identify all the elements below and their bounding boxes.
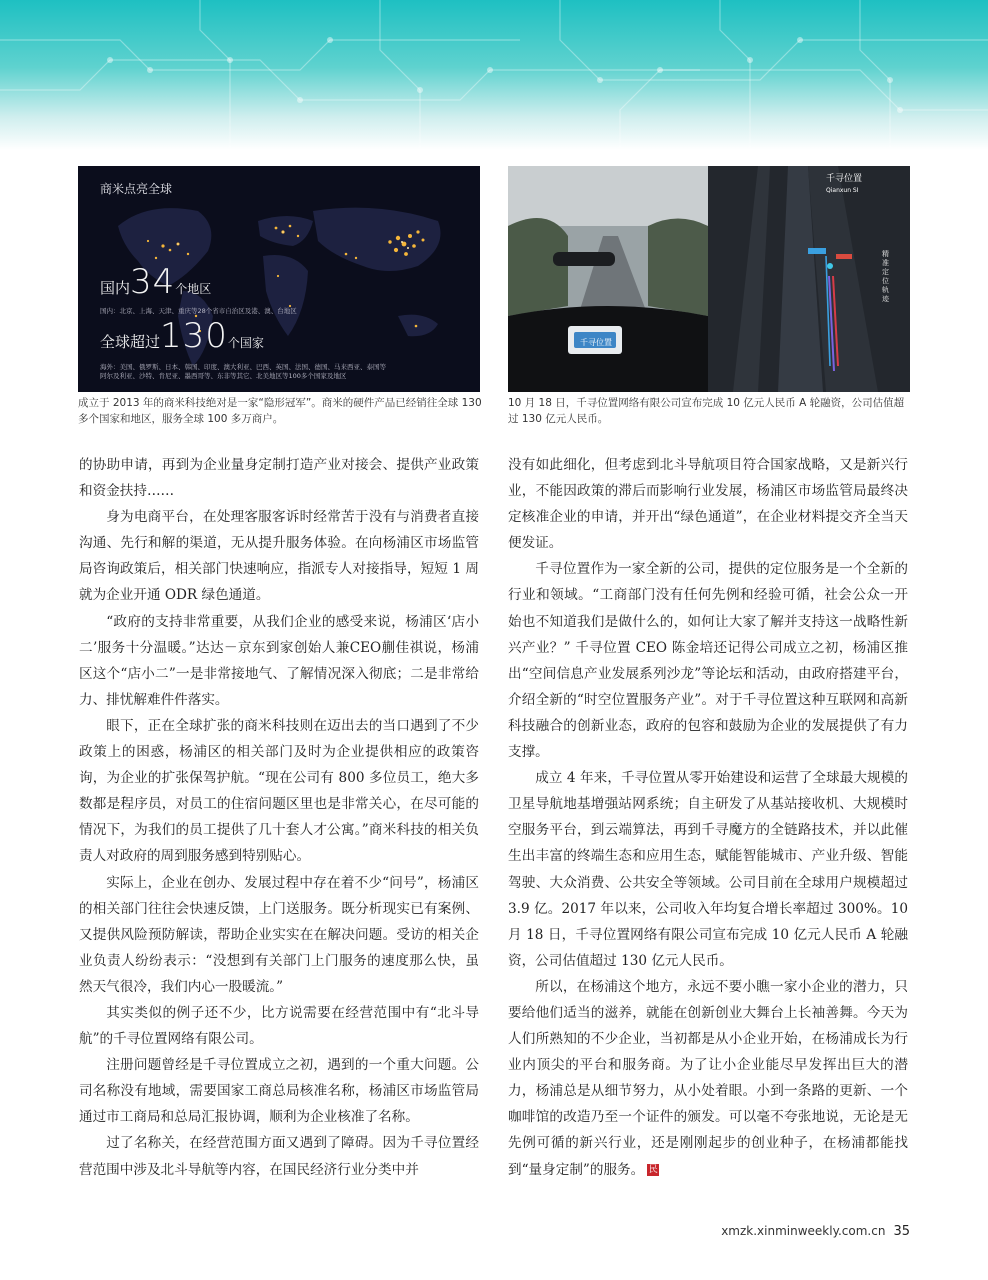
dashboard-plate: 千寻位置 (580, 338, 612, 347)
paragraph: 没有如此细化，但考虑到北斗导航项目符合国家战略，又是新兴行业，不能因政策的滞后而影响行业发展，杨浦区市场监管局最终决定核准企业的申请，并开出“绿色通道”，在企业材料提交齐全当天便发证。 (508, 457, 908, 552)
domestic-stat-prefix: 国内 (100, 279, 131, 297)
paragraph: 身为电商平台，在处理客服客诉时经常苦于没有与消费者直接沟通、先行和解的渠道，无从提升服务体验。在向杨浦区市场监管局咨询政策后，相关部门快速响应，指派专人对接指导，短短 1 周就为企业开通 ODR 绿色通道。 (79, 509, 479, 604)
domestic-stat-number: 34 (130, 262, 176, 302)
paragraph-final (508, 974, 908, 1183)
paragraph: 成立 4 年来，千寻位置从零开始建设和运营了全球最大规模的卫星导航地基增强站网系统；自主研发了从基站接收机、大规模时空服务平台，到云端算法，再到千寻魔方的全链路技术，并以此催生出丰富的终端生态和应用生态，赋能智能城市、产业升级、智能驾驶、大众消费、公共安全等领域。公司目前在全球用户规模超过 3.9 亿。2017 年以来，公司收入年均复合增长率超过 300%。10 月 18 日，千寻位置网络有限公司宣布完成 10 亿元人民币 A 轮融资，公司估值超过 130 亿元人民币。 (508, 770, 908, 969)
paragraph: 的协助申请，再到为企业量身定制打造产业对接会、提供产业政策和资金扶持…… (79, 457, 479, 500)
article-column-left (79, 452, 479, 1183)
header-banner (0, 0, 988, 150)
global-stat-suffix: 个国家 (227, 336, 264, 350)
car-navigation-photo (508, 166, 910, 392)
paragraph: 眼下，正在全球扩张的商米科技则在迈出去的当口遇到了不少政策上的困惑，杨浦区的相关部门及时为企业提供相应的政策咨询，为企业的扩张保驾护航。“现在公司有 800 多位员工，绝大多数都是程序员，对员工的住宿问题区里也是非常关心，在尽可能的情况下，为我们的员工提供了几十套人才公寓。”商米科技的相关负责人对政府的周到服务感到特别贴心。 (79, 717, 479, 865)
world-map-photo (78, 166, 480, 392)
logo-subtitle: Qianxun SI (826, 187, 859, 194)
photo-caption-right: 10 月 18 日，千寻位置网络有限公司宣布完成 10 亿元人民币 A 轮融资，公司估值超过 130 亿元人民币。 (508, 397, 905, 425)
logo-name: 千寻位置 (826, 174, 863, 184)
paragraph: 千寻位置作为一家全新的公司，提供的定位服务是一个全新的行业和领域。“工商部门没有任何先例和经验可循，社会公众一开始也不知道我们是做什么的，如何让大家了解并支持这一战略性新兴产业？” 千寻位置 CEO 陈金培还记得公司成立之初，杨浦区推出“空间信息产业发展系列沙龙”等论坛和活动，由政府搭建平台，介绍全新的“时空位置服务产业”。对于千寻位置这种互联网和高新科技融合的创新业态，政府的包容和鼓励为企业的发展提供了有力支撑。 (508, 561, 908, 761)
page-number: 35 (893, 1224, 910, 1239)
global-stat-detail-1: 海外：美国、俄罗斯、日本、韩国、印度、澳大利亚、巴西、英国、法国、德国、马来西亚、泰国等 (100, 363, 386, 371)
page-footer (721, 1224, 910, 1239)
footer-url: xmzk.xinminweekly.com.cn (721, 1224, 886, 1238)
paragraph: 注册问题曾经是千寻位置成立之初，遇到的一个重大问题。公司名称没有地域，需要国家工商总局核准名称，杨浦区市场监管局通过市工商局和总局汇报协调，顺利为企业核准了名称。 (79, 1057, 479, 1126)
domestic-stat-detail: 国内：北京、上海、天津、重庆等28个省市自治区及港、澳、台地区 (100, 307, 297, 315)
paragraph: “政府的支持非常重要，从我们企业的感受来说，杨浦区‘店小二’服务十分温暖。”达达－京东到家创始人兼CEO蒯佳祺说，杨浦区这个“店小二”一是非常接地气、了解情况深入彻底；二是非常给力、排忧解难件件落实。 (79, 613, 479, 708)
domestic-stat-suffix: 个地区 (175, 282, 212, 296)
paragraph: 过了名称关，在经营范围方面又遇到了障碍。因为千寻位置经营范围中涉及北斗导航等内容，在国民经济行业分类中并 (79, 1135, 479, 1178)
final-paragraph-text: 所以，在杨浦这个地方，永远不要小瞧一家小企业的潜力，只要给他们适当的滋养，就能在创新创业大舞台上长袖善舞。今天为人们所熟知的不少企业，当初都是从小企业开始，在杨浦成长为行业内顶尖的平台和服务商。为了让小企业能尽早发挥出巨大的潜力，杨浦总是从细节努力，从小处着眼。小到一条路的更新、一个咖啡馆的改造乃至一个证件的颁发。可以毫不夸张地说，无论是无先例可循的新兴行业，还是刚刚起步的创业种子，在杨浦都能找到“量身定制”的服务。 (508, 978, 908, 1178)
domestic-stat (100, 262, 211, 302)
photo-caption-left: 成立于 2013 年的商米科技绝对是一家“隐形冠军”。商米的硬件产品已经销往全球 130 多个国家和地区，服务全球 100 多万商户。 (78, 397, 482, 425)
qianxun-logo (826, 174, 862, 196)
end-mark-icon: 民 (648, 1165, 658, 1176)
global-stat (100, 316, 264, 356)
circuit-pattern (0, 0, 988, 150)
global-stat-detail-2: 阿尔及利亚、沙特、肯尼亚、墨西哥等、东非等其它、北美地区等100多个国家及地区 (100, 372, 347, 380)
article-column-right (508, 452, 908, 1183)
global-stat-number: 130 (160, 316, 228, 356)
map-title: 商米点亮全球 (100, 182, 173, 196)
paragraph: 其实类似的例子还不少，比方说需要在经营范围中有“北斗导航”的千寻位置网络有限公司。 (79, 1004, 479, 1048)
car-dashboard-scene (508, 166, 910, 392)
trajectory-label: 精准定位轨迹 (882, 250, 889, 303)
paragraph: 实际上，企业在创办、发展过程中存在着不少“问号”，杨浦区的相关部门往往会快速反馈，上门送服务。既分析现实已有案例、又提供风险预防解读，帮助企业实实在在解决问题。受访的相关企业负责人纷纷表示：“没想到有关部门上门服务的速度那么快，虽然天气很冷，我们内心一股暖流。” (79, 874, 479, 995)
global-stat-prefix: 全球超过 (100, 333, 161, 351)
